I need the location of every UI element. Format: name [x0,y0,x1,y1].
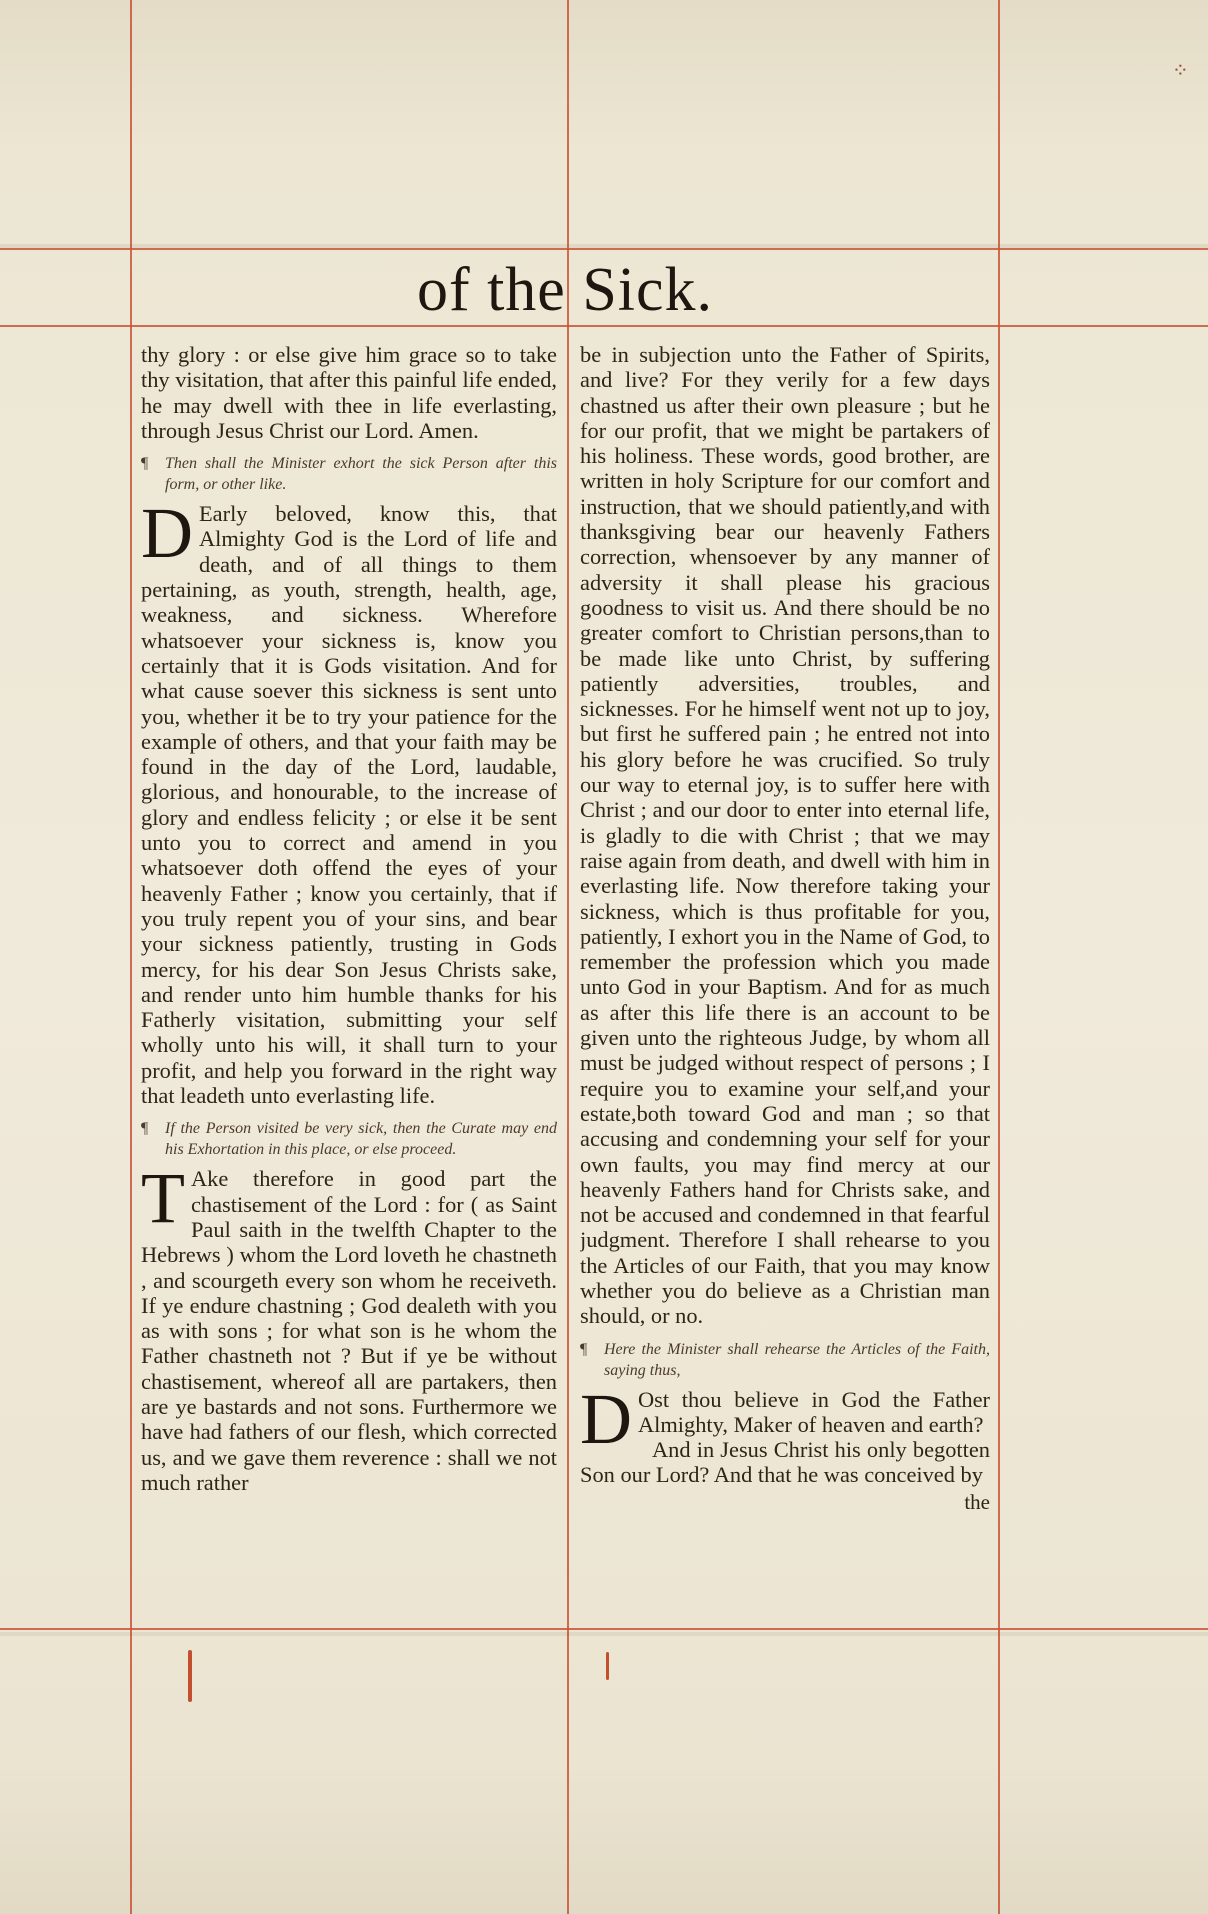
rubric-articles-text: Here the Minister shall rehearse the Articles of the Faith, saying thus, [604,1340,990,1379]
prayer-ending: thy glory : or else give him grace so to take thy visitation, that after this painful life ended, he may dwell with thee in life everlasting, through Jesus Christ our Lord. Amen. [141,342,557,443]
pilcrow-mark: ¶ [141,455,149,473]
red-ink-mark [188,1650,192,1702]
pilcrow-mark: ¶ [141,1120,149,1138]
stain-mark: ⁘ [1172,60,1189,82]
catchword: the [964,1489,990,1514]
rubric-curate-text: If the Person visited be very sick, then the Curate may end his Exhortation in this place, or else proceed. [165,1120,557,1159]
rubric-exhort-text: Then shall the Minister exhort the sick Person after this form, or other like. [165,455,557,494]
right-column [580,342,990,1617]
left-column [141,342,557,1597]
rule-text-bottom [0,1628,1208,1630]
chastisement-paragraph [141,1158,557,1495]
drop-cap: D [580,1378,632,1459]
rule-head-bottom [0,325,1208,327]
creed-question-1 [580,1378,990,1459]
exhortation-text: Early beloved, know this, that Almighty God is the Lord of life and death, and of all things to them pertaining, as youth, strength, health, age, weakness, and sickness. Wherefore whatsoever your sickness is, know you certainly that it is Gods visitation. And for what cause soever this sickness is sent unto you, whether it be to try your patience for the example of others, and that your faith may be found in the day of the Lord, laudable, glorious, and honourable, to the increase of glory and endless felicity ; or else it be sent unto you to correct and amend in you whatsoever doth offend the eyes of your heavenly Father ; know you certainly, that if you truly repent you of your sins, and bear your sickness patiently, trusting in Gods mercy, for his dear Son Jesus Christs sake, and render unto him humble thanks for his Fatherly visitation, submitting your self wholly unto his will, it shall turn to your profit, and help you forward in the right way that leadeth unto everlasting life. [141,501,557,1109]
page-crease-upper [0,244,1208,248]
drop-cap: D [141,493,193,574]
red-ink-mark [606,1652,609,1680]
drop-cap: T [141,1158,185,1239]
creed-question-1-text: Ost thou believe in God the Father Almighty, Maker of heaven and earth? [638,1386,990,1437]
pilcrow-mark: ¶ [580,1340,588,1358]
rubric-curate [141,1118,557,1160]
chastisement-text: Ake therefore in good part the chastisement of the Lord : for ( as Saint Paul saith in the twelfth Chapter to the Hebrews ) whom the Lord loveth he chastneth , and scourgeth every son whom he receiveth. If ye endure chastning ; God dealeth with you as with sons ; for what son is he whom the Father chastneth not ? But if ye be without chastisement, whereof all are partakers, then are ye bastards and not sons. Furthermore we have had fathers of our flesh, which corrected us, and we gave them reverence : shall we not much rather [141,1166,557,1495]
chastisement-continued: be in subjection unto the Father of Spirits, and live? For they verily for a few days chastned us after their own pleasure ; but he for our profit, that we might be partakers of his holiness. These words, good brother, are written in holy Scripture for our comfort and instruction, that we should patiently,and with thanksgiving bear our heavenly Fathers correction, whensoever by any manner of adversity it shall please his gracious goodness to visit us. And there should be no greater comfort to Christian persons,than to be made like unto Christ, by suffering patiently adversities, troubles, and sicknesses. For he himself went not up to joy, but first he suffered pain ; he entred not into his glory before he was crucified. So truly our way to eternal joy, is to suffer here with Christ ; and our door to enter into eternal life, is gladly to die with Christ ; that we may raise again from death, and dwell with him in everlasting life. Now therefore taking your sickness, which is thus profitable for you, patiently, I exhort you in the Name of God, to remember the profession which you made unto God in your Baptism. And for as much as after this life there is an account to be given unto the righteous Judge, by whom all must be judged without respect of persons ; I require you to examine your self,and your estate,both toward God and man ; so that accusing and condemning your self for your own faults, you may find mercy at our heavenly Fathers hand for Christs sake, and not be accused and condemned in that fearful judgment. Therefore I shall rehearse to you the Articles of our Faith, that you may know whether you do believe as a Christian man should, or no. [580,342,990,1329]
rubric-exhort [141,453,557,495]
rubric-articles [580,1339,990,1381]
page-crease-lower [0,1632,1208,1636]
rule-head-top [0,248,1208,250]
exhortation-paragraph [141,493,557,1109]
creed-question-2: And in Jesus Christ his only begotten Son our Lord? And that he was conceived by [580,1437,990,1488]
running-head: of the Sick. [416,256,714,324]
